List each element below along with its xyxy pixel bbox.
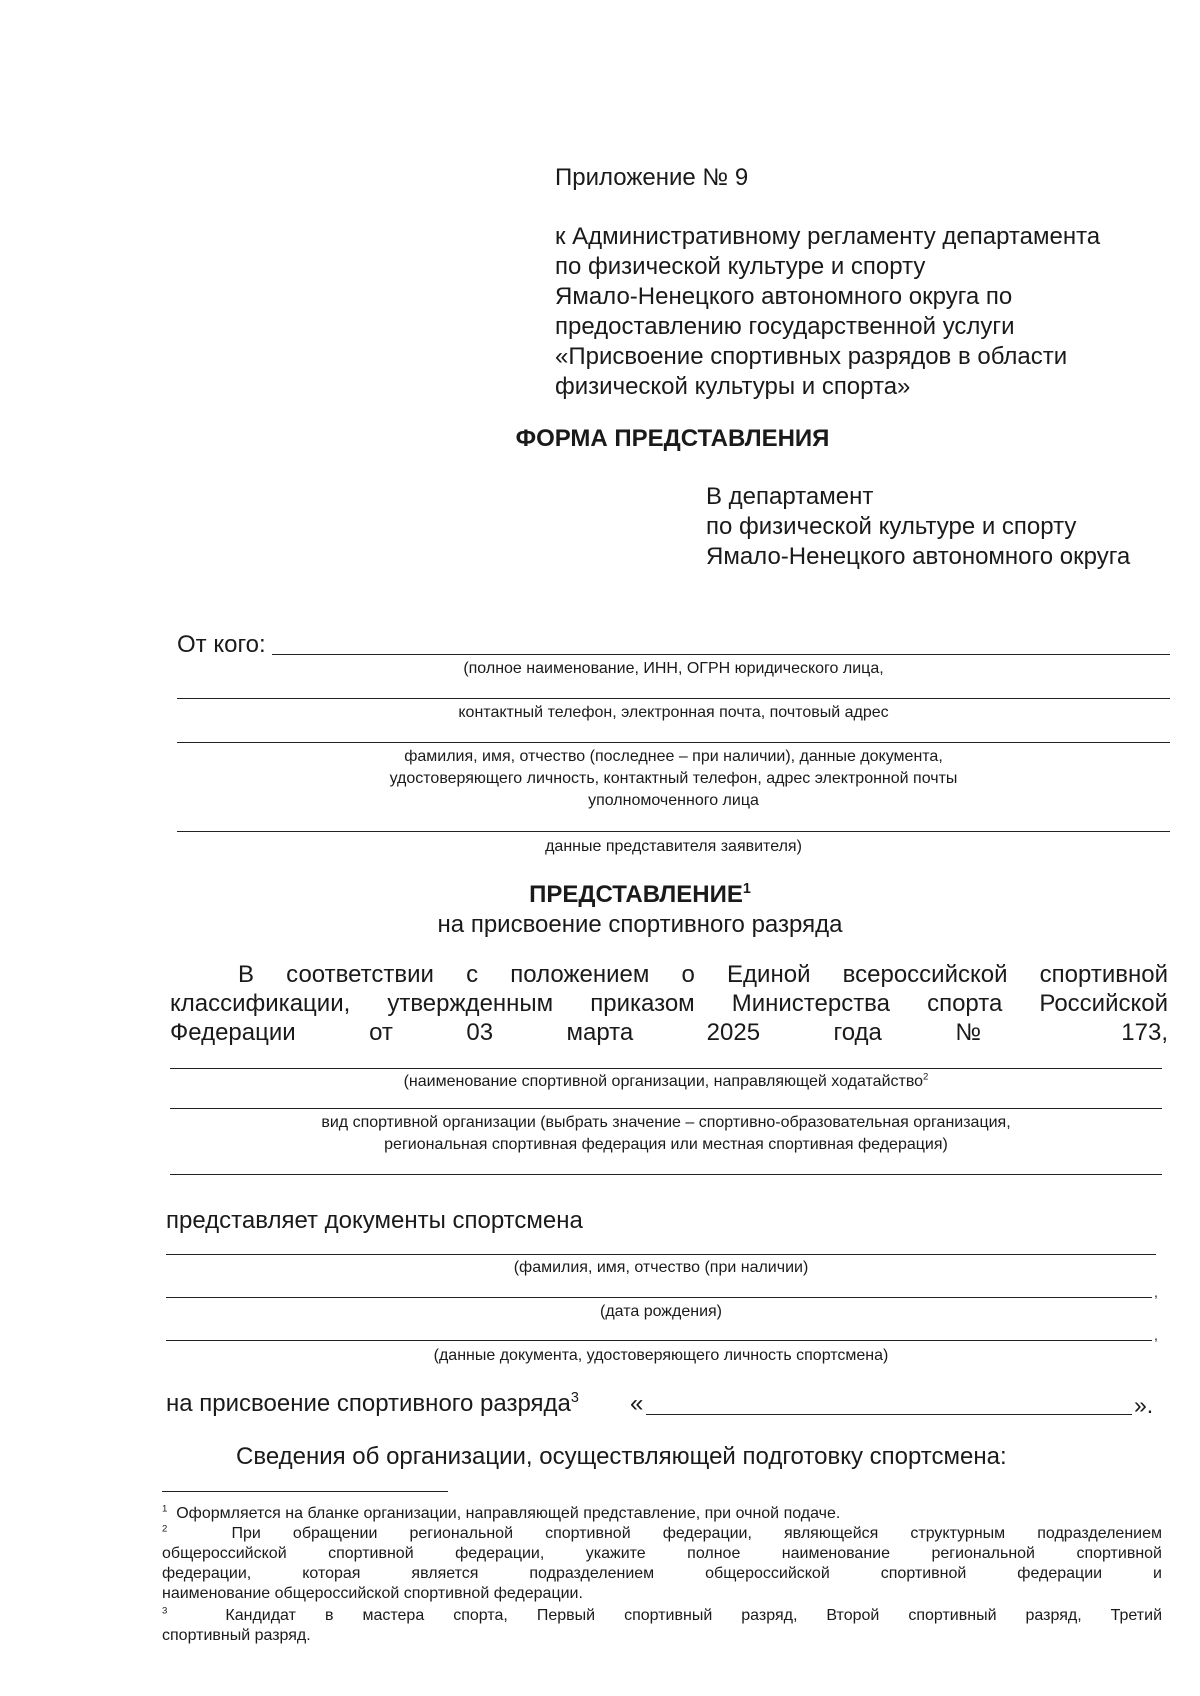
from-caption: удостоверяющего личность, контактный телефон, адрес электронной почты: [389, 770, 958, 787]
body-line: В соответствии с положением о Единой всероссийской спортивной: [238, 961, 1168, 988]
athlete-birthdate-field-line[interactable]: [166, 1297, 1152, 1298]
footnote-number: 2: [162, 1523, 168, 1535]
organization-type-field-line[interactable]: [170, 1174, 1162, 1175]
organization-caption: (наименование спортивной организации, направляющей ходатайство$^2$: [403, 1071, 929, 1090]
from-field-line[interactable]: [177, 698, 1170, 699]
athlete-intro: представляет документы спортсмена: [166, 1207, 583, 1234]
appendix-line: по физической культуре и спорту: [555, 253, 926, 280]
footnote-3-line: спортивный разряд.: [162, 1627, 311, 1644]
footnote-2-line: общероссийской спортивной федерации, укажите полное наименование региональной спортивной: [162, 1545, 1162, 1562]
appendix-title: Приложение № 9: [555, 164, 749, 191]
addressee-line: по физической культуре и спорту: [706, 513, 1077, 540]
organization-type-caption: региональная спортивная федерация или местная спортивная федерация): [384, 1136, 948, 1153]
from-caption: (полное наименование, ИНН, ОГРН юридического лица,: [463, 660, 884, 677]
footnote-ref: 2: [923, 1071, 929, 1083]
appendix-line: Ямало-Ненецкого автономного округа по: [555, 283, 1013, 310]
from-field-line[interactable]: [177, 831, 1170, 832]
addressee-line: В департамент: [706, 483, 874, 510]
from-caption: уполномоченного лица: [588, 792, 759, 809]
open-quote: «: [630, 1390, 644, 1417]
from-field-line[interactable]: [177, 742, 1170, 743]
doc-subheading: на присвоение спортивного разряда: [437, 911, 843, 938]
organization-field-line[interactable]: [170, 1068, 1162, 1069]
footnote-2-line: наименование общероссийской спортивной федерации.: [162, 1585, 583, 1602]
footnote-ref: 1: [742, 881, 751, 897]
body-line: Федерации от 03 марта 2025 года № 173,: [170, 1019, 1168, 1046]
athlete-name-field-line[interactable]: [166, 1254, 1156, 1255]
appendix-line: к Административному регламенту департамента: [555, 223, 1101, 250]
from-caption: данные представителя заявителя): [545, 838, 802, 855]
field-comma: ,: [1154, 1284, 1158, 1300]
addressee-block: [706, 482, 1130, 572]
appendix-line: физической культуры и спорта»: [555, 373, 911, 400]
organization-type-field-line[interactable]: [170, 1108, 1162, 1109]
form-title: ФОРМА ПРЕДСТАВЛЕНИЯ: [515, 425, 830, 452]
appendix-line: «Присвоение спортивных разрядов в области: [555, 343, 1068, 370]
doc-heading: [0, 880, 1200, 910]
org-info-heading: Сведения об организации, осуществляющей подготовку спортсмена:: [236, 1443, 1007, 1470]
organization-type-caption: вид спортивной организации (выбрать значение – спортивно-образовательная организация,: [321, 1114, 1011, 1131]
appendix-reference: [555, 222, 1175, 402]
body-line: классификации, утвержденным приказом Министерства спорта Российской: [170, 990, 1168, 1017]
from-caption: фамилия, имя, отчество (последнее – при наличии), данные документа,: [404, 748, 943, 765]
footnote-3-line: $^3$ Кандидат в мастера спорта, Первый спортивный разряд, Второй спортивный разряд, Третий: [162, 1605, 1162, 1624]
doc-heading-title: ПРЕДСТАВЛЕНИЕ: [529, 881, 743, 908]
footnote-2-line: федерации, которая является подразделением общероссийской спортивной федерации и: [162, 1565, 1162, 1582]
from-label: От кого:: [177, 631, 266, 658]
addressee-line: Ямало-Ненецкого автономного округа: [706, 543, 1131, 570]
athlete-caption: (данные документа, удостоверяющего личность спортсмена): [433, 1347, 889, 1364]
footnote-1: $^1$ Оформляется на бланке организации, направляющей представление, при очной подаче.: [162, 1503, 841, 1522]
rank-label: на присвоение спортивного разряда$^3$: [166, 1390, 579, 1417]
from-caption: контактный телефон, электронная почта, почтовый адрес: [458, 704, 889, 721]
from-field-line[interactable]: [272, 654, 1170, 655]
athlete-caption: (фамилия, имя, отчество (при наличии): [513, 1259, 809, 1276]
footnote-separator: [162, 1491, 448, 1492]
rank-field-line[interactable]: [646, 1414, 1132, 1415]
footnote-number: 3: [162, 1605, 168, 1617]
athlete-caption: (дата рождения): [599, 1303, 723, 1320]
footnote-ref: 3: [570, 1390, 579, 1406]
close-quote: ».: [1134, 1392, 1154, 1418]
footnote-2-line: $^2$ При обращении региональной спортивной федерации, являющейся структурным подразделением: [162, 1523, 1163, 1542]
appendix-line: предоставлению государственной услуги: [555, 313, 1015, 340]
footnote-number: 1: [162, 1503, 168, 1515]
field-comma: ,: [1154, 1327, 1158, 1343]
athlete-document-field-line[interactable]: [166, 1340, 1152, 1341]
